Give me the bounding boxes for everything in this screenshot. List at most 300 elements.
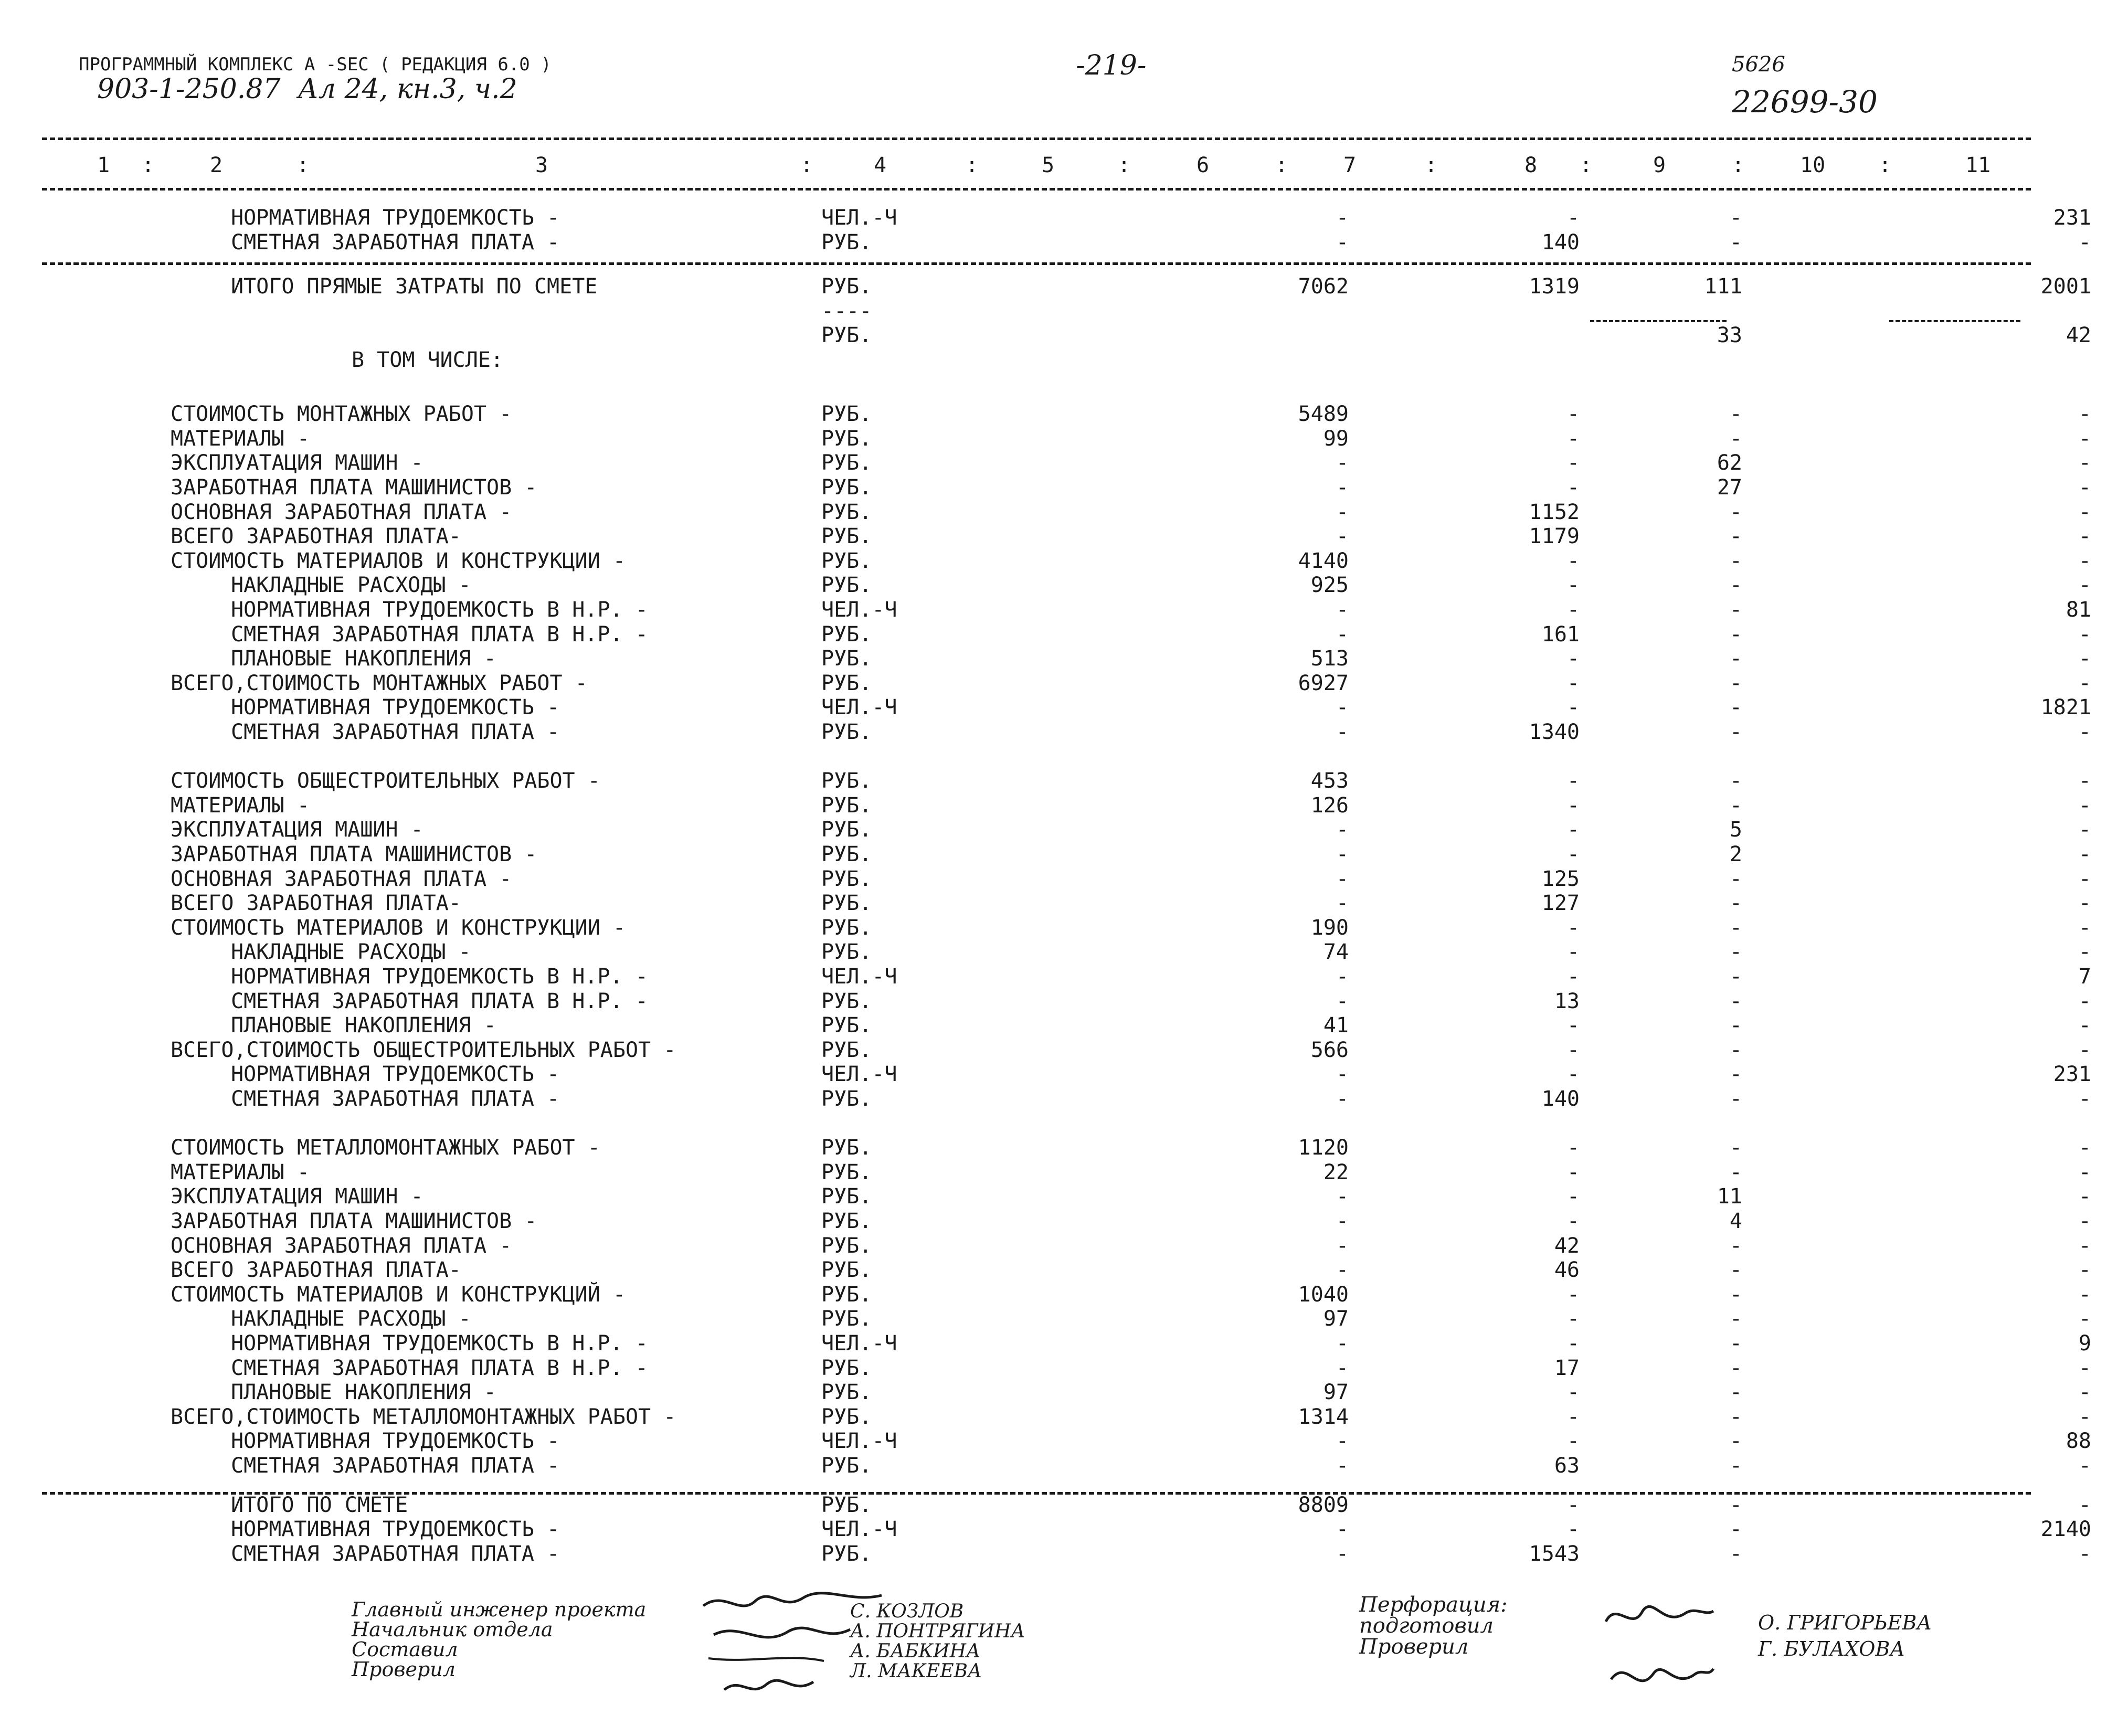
table-row: [0, 500, 2107, 524]
row-label: ОСНОВНАЯ ЗАРАБОТНАЯ ПЛАТА -: [171, 1233, 512, 1258]
signature-line: Составил: [352, 1638, 458, 1661]
table-row: [0, 573, 2107, 597]
stamp-code: 22699-30: [1732, 84, 1878, 120]
cell-col-11: -: [2078, 769, 2091, 793]
cell-col-9: -: [1729, 1087, 1742, 1111]
row-label: ПЛАНОВЫЕ НАКОПЛЕНИЯ -: [231, 1013, 496, 1038]
row-label: НОРМАТИВНАЯ ТРУДОЕМКОСТЬ -: [231, 1429, 560, 1454]
row-label: ЭКСПЛУАТАЦИЯ МАШИН -: [171, 1184, 423, 1209]
column-separator: :: [297, 153, 310, 177]
cell-col-11: 231: [2053, 206, 2091, 230]
table-row: [0, 378, 2107, 402]
cell-col-9: -: [1729, 1062, 1742, 1087]
column-header-row: [0, 153, 2107, 185]
column-header-9: 9: [1653, 153, 1666, 177]
stamp-small: 5626: [1732, 52, 1785, 77]
cell-col-8: 140: [1541, 1087, 1580, 1111]
cell-col-11: -: [2078, 866, 2091, 891]
cell-col-9: -: [1729, 1517, 1742, 1542]
cell-col-7: 6927: [1298, 671, 1349, 695]
row-unit: РУБ.: [821, 793, 872, 818]
column-header-10: 10: [1800, 153, 1826, 177]
row-unit: РУБ.: [821, 1184, 872, 1209]
cell-col-8: -: [1566, 915, 1580, 940]
table-row: [0, 1087, 2107, 1111]
cell-col-11: -: [2078, 647, 2091, 671]
section-rule: [42, 1492, 2031, 1495]
cell-col-11: -: [2078, 793, 2091, 818]
cell-col-8: -: [1566, 818, 1580, 842]
row-label: ИТОГО ПРЯМЫЕ ЗАТРАТЫ ПО СМЕТЕ: [231, 274, 598, 299]
row-unit: РУБ.: [821, 720, 872, 744]
cell-col-8: -: [1566, 426, 1580, 451]
program-title: ПРОГРАММНЫЙ КОМПЛЕКС А -SEC ( РЕДАКЦИЯ 6.0 ): [79, 54, 552, 75]
row-unit: ЧЕЛ.-Ч: [821, 965, 897, 989]
cell-col-8: -: [1566, 1380, 1580, 1405]
cell-col-11: -: [2078, 230, 2091, 255]
cell-col-11: -: [2078, 622, 2091, 647]
cell-col-9: -: [1729, 1282, 1742, 1307]
row-label: ВСЕГО,СТОИМОСТЬ МЕТАЛЛОМОНТАЖНЫХ РАБОТ -: [171, 1404, 676, 1429]
cell-col-8: -: [1566, 1184, 1580, 1209]
row-label: СМЕТНАЯ ЗАРАБОТНАЯ ПЛАТА В Н.Р. -: [231, 1356, 648, 1380]
table-row: [0, 1542, 2107, 1566]
cell-col-7: 7062: [1298, 274, 1349, 299]
cell-col-7: -: [1336, 866, 1349, 891]
cell-col-11: -: [2078, 475, 2091, 500]
row-unit: ЧЕЛ.-Ч: [821, 1517, 897, 1542]
cell-col-11: -: [2078, 1404, 2091, 1429]
row-unit: РУБ.: [821, 548, 872, 573]
cell-col-7: -: [1336, 818, 1349, 842]
cell-col-8: 42: [1554, 1233, 1580, 1258]
cell-col-11: -: [2078, 1492, 2091, 1517]
row-unit: РУБ.: [821, 1160, 872, 1184]
cell-col-11: -: [2078, 573, 2091, 598]
column-separator: :: [1879, 153, 1892, 177]
table-row: [0, 940, 2107, 964]
cell-col-9: 4: [1729, 1209, 1742, 1233]
table-row: [0, 402, 2107, 426]
signature-line: Г. БУЛАХОВА: [1758, 1637, 1905, 1660]
cell-col-9: -: [1729, 1380, 1742, 1405]
row-label: НОРМАТИВНАЯ ТРУДОЕМКОСТЬ В Н.Р. -: [231, 598, 648, 622]
cell-col-11: -: [2078, 451, 2091, 475]
table-row: [0, 891, 2107, 915]
cell-col-7: 925: [1310, 573, 1349, 598]
table-row: [0, 1160, 2107, 1184]
cell-col-9: -: [1729, 695, 1742, 720]
row-unit: ЧЕЛ.-Ч: [821, 206, 897, 230]
cell-col-9: -: [1729, 989, 1742, 1013]
cell-col-8: -: [1566, 1209, 1580, 1233]
row-label: МАТЕРИАЛЫ -: [171, 793, 310, 818]
row-unit: ЧЕЛ.-Ч: [821, 1429, 897, 1454]
cell-col-8: -: [1566, 206, 1580, 230]
cell-col-9: 5: [1729, 818, 1742, 842]
cell-col-9: 111: [1704, 274, 1742, 299]
cell-col-9: -: [1729, 230, 1742, 255]
row-unit: РУБ.: [821, 1380, 872, 1405]
cell-col-7: -: [1336, 842, 1349, 866]
cell-col-7: 74: [1323, 940, 1349, 965]
table-row: [0, 1307, 2107, 1331]
cell-col-11: 2001: [2040, 274, 2091, 299]
row-unit: РУБ.: [821, 1233, 872, 1258]
cell-col-7: 1040: [1298, 1282, 1349, 1307]
cell-col-11: -: [2078, 1258, 2091, 1283]
column-header-3: 3: [535, 153, 548, 177]
table-row: [0, 1517, 2107, 1541]
row-label: ИТОГО ПО СМЕТЕ: [231, 1492, 408, 1517]
row-unit: РУБ.: [821, 426, 872, 451]
row-unit: РУБ.: [821, 647, 872, 671]
cell-col-8: -: [1566, 1038, 1580, 1062]
document-reference: 903-1-250.87 Ал 24, кн.3, ч.2: [97, 73, 517, 105]
row-label: ВСЕГО,СТОИМОСТЬ ОБЩЕСТРОИТЕЛЬНЫХ РАБОТ -: [171, 1038, 676, 1062]
signature-line: Перфорация:: [1359, 1593, 1508, 1617]
row-label: ВСЕГО ЗАРАБОТНАЯ ПЛАТА-: [171, 1258, 461, 1283]
row-unit: РУБ.: [821, 1404, 872, 1429]
cell-col-11: -: [2078, 671, 2091, 695]
cell-col-8: 13: [1554, 989, 1580, 1013]
cell-col-11: -: [2078, 720, 2091, 744]
row-unit: РУБ.: [821, 1492, 872, 1517]
cell-col-9: -: [1729, 1429, 1742, 1454]
table-row: [0, 598, 2107, 622]
column-header-2: 2: [210, 153, 223, 177]
row-label: ПЛАНОВЫЕ НАКОПЛЕНИЯ -: [231, 647, 496, 671]
cell-col-11: -: [2078, 818, 2091, 842]
row-label: НАКЛАДНЫЕ РАСХОДЫ -: [231, 1307, 471, 1331]
row-unit: РУБ.: [821, 769, 872, 793]
row-unit: ЧЕЛ.-Ч: [821, 598, 897, 622]
cell-col-11: -: [2078, 1209, 2091, 1233]
cell-col-7: -: [1336, 524, 1349, 549]
cell-col-11: -: [2078, 1541, 2091, 1566]
cell-col-11: -: [2078, 402, 2091, 427]
cell-col-9: -: [1729, 1356, 1742, 1380]
row-unit: РУБ.: [821, 573, 872, 598]
cell-col-11: -: [2078, 1160, 2091, 1184]
table-row: [0, 1184, 2107, 1209]
table-row: [0, 622, 2107, 647]
signature-line: О. ГРИГОРЬЕВА: [1758, 1611, 1932, 1634]
cell-col-8: -: [1566, 940, 1580, 965]
cell-col-11: 1821: [2040, 695, 2091, 720]
cell-col-8: -: [1566, 451, 1580, 475]
cell-col-7: 190: [1310, 915, 1349, 940]
table-row: [0, 1405, 2107, 1429]
table-row: [0, 842, 2107, 866]
cell-col-9: -: [1729, 500, 1742, 524]
cell-col-9: -: [1729, 915, 1742, 940]
cell-col-7: -: [1336, 965, 1349, 989]
cell-col-11: -: [2078, 1233, 2091, 1258]
cell-col-8: 127: [1541, 891, 1580, 916]
cell-col-8: -: [1566, 842, 1580, 866]
cell-col-9: -: [1729, 1233, 1742, 1258]
table-row: [0, 818, 2107, 842]
cell-col-8: 1152: [1529, 500, 1580, 524]
cell-col-11: -: [2078, 1282, 2091, 1307]
cell-col-7: 1120: [1298, 1136, 1349, 1160]
cell-col-8: -: [1566, 1331, 1580, 1356]
cell-col-9: -: [1729, 965, 1742, 989]
cell-col-9: -: [1729, 891, 1742, 916]
table-row: [0, 965, 2107, 989]
cell-col-7: 513: [1310, 647, 1349, 671]
page-number: -219-: [1076, 50, 1147, 81]
cell-col-7: -: [1336, 1517, 1349, 1542]
cell-col-8: -: [1566, 1282, 1580, 1307]
row-label: ОСНОВНАЯ ЗАРАБОТНАЯ ПЛАТА -: [171, 866, 512, 891]
table-row: [0, 1493, 2107, 1517]
row-label: СМЕТНАЯ ЗАРАБОТНАЯ ПЛАТА -: [231, 1541, 560, 1566]
row-unit: РУБ.: [821, 323, 872, 348]
row-label: СМЕТНАЯ ЗАРАБОТНАЯ ПЛАТА -: [231, 720, 560, 744]
top-rule: [42, 137, 2031, 140]
table-row: [0, 867, 2107, 891]
row-label: ЗАРАБОТНАЯ ПЛАТА МАШИНИСТОВ -: [171, 475, 537, 500]
row-label: НОРМАТИВНАЯ ТРУДОЕМКОСТЬ -: [231, 1517, 560, 1542]
cell-col-7: -: [1336, 1184, 1349, 1209]
subtotal-rule: [1590, 320, 1727, 322]
cell-col-11: -: [2078, 1356, 2091, 1380]
cell-col-8: -: [1566, 1404, 1580, 1429]
row-label: НАКЛАДНЫЕ РАСХОДЫ -: [231, 940, 471, 965]
cell-col-7: -: [1336, 720, 1349, 744]
cell-col-9: -: [1729, 1331, 1742, 1356]
table-row: [0, 230, 2107, 255]
signature-line: С. КОЗЛОВ: [850, 1601, 964, 1622]
cell-col-9: -: [1729, 598, 1742, 622]
row-unit: РУБ.: [821, 891, 872, 916]
cell-col-8: 46: [1554, 1258, 1580, 1283]
cell-col-9: -: [1729, 1454, 1742, 1478]
column-separator: :: [1425, 153, 1438, 177]
row-unit: ЧЕЛ.-Ч: [821, 1331, 897, 1356]
cell-col-8: -: [1566, 1160, 1580, 1184]
cell-col-8: -: [1566, 1136, 1580, 1160]
signature-line: подготовил: [1359, 1614, 1494, 1638]
table-row: [0, 1209, 2107, 1233]
row-label: ЭКСПЛУАТАЦИЯ МАШИН -: [171, 451, 423, 475]
row-label: СТОИМОСТЬ ОБЩЕСТРОИТЕЛЬНЫХ РАБОТ -: [171, 769, 600, 793]
cell-col-7: -: [1336, 475, 1349, 500]
cell-col-8: -: [1566, 1517, 1580, 1542]
cell-col-11: -: [2078, 548, 2091, 573]
cell-col-9: -: [1729, 402, 1742, 427]
cell-col-7: 8809: [1298, 1492, 1349, 1517]
cell-col-9: -: [1729, 1160, 1742, 1184]
row-unit: РУБ.: [821, 1209, 872, 1233]
cell-col-11: 88: [2066, 1429, 2091, 1454]
cell-col-11: -: [2078, 1013, 2091, 1038]
table-row: [0, 720, 2107, 744]
cell-col-9: -: [1729, 1013, 1742, 1038]
cell-col-7: -: [1336, 1258, 1349, 1283]
cell-col-7: -: [1336, 1209, 1349, 1233]
table-row: [0, 1429, 2107, 1453]
row-label: В ТОМ ЧИСЛЕ:: [352, 348, 503, 372]
cell-col-9: -: [1729, 573, 1742, 598]
row-unit: РУБ.: [821, 1282, 872, 1307]
cell-col-8: -: [1566, 402, 1580, 427]
row-label: СМЕТНАЯ ЗАРАБОТНАЯ ПЛАТА В Н.Р. -: [231, 989, 648, 1013]
table-row: [0, 1013, 2107, 1038]
cell-col-8: 17: [1554, 1356, 1580, 1380]
cell-col-8: 63: [1554, 1454, 1580, 1478]
cell-col-8: -: [1566, 647, 1580, 671]
cell-col-7: -: [1336, 1087, 1349, 1111]
section-rule: [42, 262, 2031, 265]
cell-col-9: -: [1729, 671, 1742, 695]
row-unit: РУБ.: [821, 915, 872, 940]
row-label: СТОИМОСТЬ МОНТАЖНЫХ РАБОТ -: [171, 402, 512, 427]
row-unit: РУБ.: [821, 1136, 872, 1160]
cell-col-11: -: [2078, 1454, 2091, 1478]
cell-col-11: 81: [2066, 598, 2091, 622]
cell-col-8: -: [1566, 598, 1580, 622]
table-row: [0, 1380, 2107, 1404]
row-unit: РУБ.: [821, 1541, 872, 1566]
row-label: СМЕТНАЯ ЗАРАБОТНАЯ ПЛАТА В Н.Р. -: [231, 622, 648, 647]
cell-col-8: -: [1566, 1429, 1580, 1454]
cell-col-9: -: [1729, 647, 1742, 671]
cell-col-7: -: [1336, 451, 1349, 475]
cell-col-9: -: [1729, 206, 1742, 230]
cell-col-11: -: [2078, 1184, 2091, 1209]
cell-col-11: 7: [2078, 965, 2091, 989]
cell-col-7: 4140: [1298, 548, 1349, 573]
row-label: МАТЕРИАЛЫ -: [171, 426, 310, 451]
cell-col-7: -: [1336, 622, 1349, 647]
column-header-11: 11: [1965, 153, 1991, 177]
row-unit: РУБ.: [821, 230, 872, 255]
cell-col-7: -: [1336, 1356, 1349, 1380]
row-unit: РУБ.: [821, 1258, 872, 1283]
row-label: НОРМАТИВНАЯ ТРУДОЕМКОСТЬ В Н.Р. -: [231, 965, 648, 989]
row-unit: РУБ.: [821, 818, 872, 842]
cell-col-11: -: [2078, 891, 2091, 916]
table-row: [0, 451, 2107, 475]
cell-col-7: -: [1336, 206, 1349, 230]
table-row: [0, 1234, 2107, 1258]
cell-col-11: -: [2078, 500, 2091, 524]
row-label: ЗАРАБОТНАЯ ПЛАТА МАШИНИСТОВ -: [171, 842, 537, 866]
row-label: НОРМАТИВНАЯ ТРУДОЕМКОСТЬ -: [231, 1062, 560, 1087]
row-label: ВСЕГО,СТОИМОСТЬ МОНТАЖНЫХ РАБОТ -: [171, 671, 588, 695]
row-label: СМЕТНАЯ ЗАРАБОТНАЯ ПЛАТА -: [231, 1454, 560, 1478]
cell-col-7: 22: [1323, 1160, 1349, 1184]
table-row: [0, 695, 2107, 719]
cell-col-8: -: [1566, 695, 1580, 720]
row-unit: РУБ.: [821, 402, 872, 427]
row-unit: РУБ.: [821, 1038, 872, 1062]
table-row: [0, 671, 2107, 695]
row-unit: РУБ.: [821, 866, 872, 891]
row-label: СТОИМОСТЬ МЕТАЛЛОМОНТАЖНЫХ РАБОТ -: [171, 1136, 600, 1160]
column-header-6: 6: [1197, 153, 1210, 177]
table-row: [0, 323, 2107, 347]
cell-col-7: 566: [1310, 1038, 1349, 1062]
row-unit: РУБ.: [821, 274, 872, 299]
row-label: НАКЛАДНЫЕ РАСХОДЫ -: [231, 573, 471, 598]
column-separator: :: [800, 153, 813, 177]
handwritten-signatures-left: [693, 1585, 892, 1706]
column-header-4: 4: [874, 153, 887, 177]
row-unit: РУБ.: [821, 842, 872, 866]
cell-col-9: -: [1729, 793, 1742, 818]
cell-col-8: 161: [1541, 622, 1580, 647]
row-label: ВСЕГО ЗАРАБОТНАЯ ПЛАТА-: [171, 891, 461, 916]
table-row: [0, 916, 2107, 940]
cell-col-11: -: [2078, 1307, 2091, 1331]
row-unit: РУБ.: [821, 940, 872, 965]
cell-col-8: -: [1566, 1492, 1580, 1517]
cell-col-8: 125: [1541, 866, 1580, 891]
cell-col-8: 1319: [1529, 274, 1580, 299]
cell-col-9: -: [1729, 1038, 1742, 1062]
table-row: [0, 1258, 2107, 1282]
cell-col-11: -: [2078, 915, 2091, 940]
cell-col-7: -: [1336, 1233, 1349, 1258]
table-row: [0, 475, 2107, 500]
cell-col-11: 42: [2066, 323, 2091, 348]
cell-col-8: 1340: [1529, 720, 1580, 744]
column-header-5: 5: [1042, 153, 1055, 177]
cell-col-9: 27: [1717, 475, 1742, 500]
cell-col-9: -: [1729, 866, 1742, 891]
header-rule: [42, 188, 2031, 190]
cell-col-7: -: [1336, 891, 1349, 916]
table-row: [0, 1038, 2107, 1062]
cell-col-7: -: [1336, 1062, 1349, 1087]
cell-col-7: 99: [1323, 426, 1349, 451]
column-separator: :: [142, 153, 155, 177]
row-label: ЗАРАБОТНАЯ ПЛАТА МАШИНИСТОВ -: [171, 1209, 537, 1233]
cell-col-8: -: [1566, 965, 1580, 989]
cell-col-7: -: [1336, 1331, 1349, 1356]
table-row: [0, 647, 2107, 671]
cell-col-8: -: [1566, 1013, 1580, 1038]
row-unit: РУБ.: [821, 989, 872, 1013]
column-separator: :: [1580, 153, 1593, 177]
cell-col-7: 97: [1323, 1380, 1349, 1405]
row-label: НОРМАТИВНАЯ ТРУДОЕМКОСТЬ -: [231, 695, 560, 720]
cell-col-8: -: [1566, 769, 1580, 793]
cell-col-11: -: [2078, 989, 2091, 1013]
cell-col-9: 11: [1717, 1184, 1742, 1209]
column-separator: :: [1118, 153, 1131, 177]
row-label: НОРМАТИВНАЯ ТРУДОЕМКОСТЬ В Н.Р. -: [231, 1331, 648, 1356]
handwritten-signatures-right: [1595, 1590, 1721, 1711]
row-unit: РУБ.: [821, 1356, 872, 1380]
cell-col-9: 2: [1729, 842, 1742, 866]
column-header-8: 8: [1524, 153, 1538, 177]
table-row: [0, 427, 2107, 451]
table-row: [0, 1331, 2107, 1356]
cell-col-9: -: [1729, 1258, 1742, 1283]
row-unit: РУБ.: [821, 524, 872, 549]
cell-col-8: 1179: [1529, 524, 1580, 549]
table-row: [0, 989, 2107, 1013]
cell-col-7: 126: [1310, 793, 1349, 818]
cell-col-8: -: [1566, 548, 1580, 573]
cell-col-7: 453: [1310, 769, 1349, 793]
cell-col-11: -: [2078, 1136, 2091, 1160]
